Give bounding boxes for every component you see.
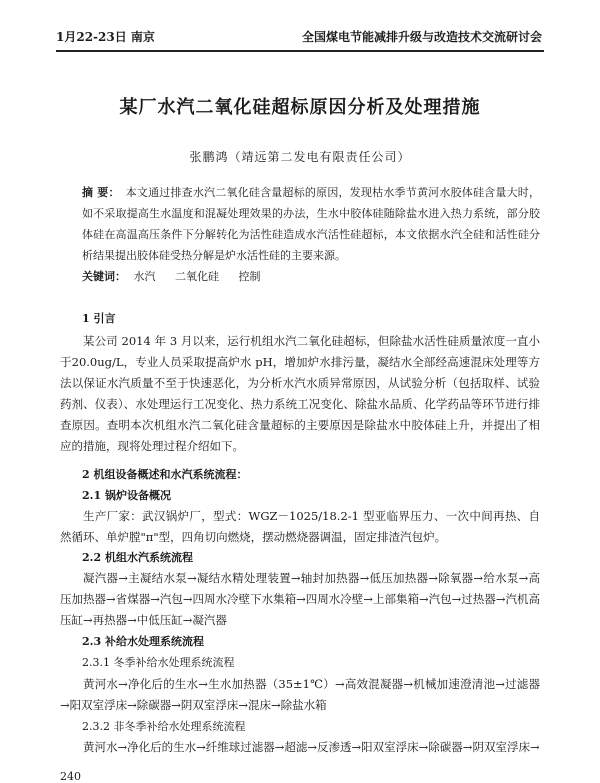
keyword: 二氧化硅 [175, 270, 219, 283]
paper-title: 某厂水汽二氧化硅超标原因分析及处理措施 [119, 97, 481, 118]
keywords-label: 关键词： [82, 270, 126, 283]
section-heading-1: 1 引言 [82, 312, 116, 325]
section-heading-2-3-1: 2.3.1 冬季补给水处理系统流程 [82, 656, 235, 669]
section-2-2-paragraph: 凝汽器→主凝结水泵→凝结水精处理装置→轴封加热器→低压加热器→除氧器→给水泵→高压加热器→省煤器→汽包→四周水冷壁下水集箱→四周水冷壁→上部集箱→汽包→过热器→汽机高压缸→再热器→中低压缸→凝汽器 [60, 571, 540, 627]
keywords [82, 268, 277, 284]
header-conference: 全国煤电节能减排升级与改造技术交流研讨会 [301, 30, 542, 44]
header-date-location: 1月22-23日 南京 [56, 30, 155, 44]
header-rule [56, 50, 544, 52]
paper-author: 张鹏鸿（靖远第二发电有限责任公司） [189, 150, 411, 164]
section-heading-2-3-2: 2.3.2 非冬季补给水处理系统流程 [82, 720, 246, 733]
abstract-label: 摘 要： [82, 186, 120, 199]
section-heading-2-2: 2.2 机组水汽系统流程 [82, 551, 193, 564]
keyword: 控制 [238, 270, 261, 283]
section-1-paragraph: 某公司 2014 年 3 月以来，运行机组水汽二氧化硅超标，但除盐水活性硅质量浓度一直小于20.0ug/L，专业人员采取提高炉水 pH，增加炉水排污量，凝结水全部经高速混床处理等方法以保证水汽质量不至于快速恶化，为分析水汽水质异常原因，从试验分析（包括取样、试验药剂、仪表）、水处理运行工况变化、热力系统工况变化、除盐水品质、化学药品等环节进行排查原因。查明本次机组水汽二氧化硅含量超标的主要原因是除盐水中胶体硅上升，并提出了相应的措施，现将处理过程介绍如下。 [60, 334, 540, 453]
page-number: 240 [60, 770, 81, 783]
abstract-text: 本文通过排查水汽二氧化硅含量超标的原因，发现枯水季节黄河水胶体硅含量大时，如不采取提高生水温度和混凝处理效果的办法，生水中胶体硅随除盐水进入热力系统，部分胶体硅在高温高压条件下分解转化为活性硅造成水汽活性硅超标，本文依据水汽全硅和活性硅分析结果提出胶体硅受热分解是炉水活性硅的主要来源。 [82, 186, 540, 262]
section-2-1-paragraph: 生产厂家：武汉锅炉厂，型式：WGZ－1025/18.2-1 型亚临界压力、一次中间再热、自然循环、单炉膛"π"型，四角切向燃烧，摆动燃烧器调温，固定排渣汽包炉。 [60, 509, 540, 544]
section-heading-2: 2 机组设备概述和水汽系统流程： [82, 468, 248, 481]
section-heading-2-3: 2.3 补给水处理系统流程 [82, 635, 204, 648]
keyword: 水汽 [133, 270, 156, 283]
section-2-3-2-paragraph: 黄河水→净化后的生水→纤维球过滤器→超滤→反渗透→阳双室浮床→除碳器→阴双室浮床→ [83, 740, 540, 754]
abstract [82, 182, 540, 266]
section-2-3-1-paragraph: 黄河水→净化后的生水→生水加热器（35±1℃）→高效混凝器→机械加速澄清池→过滤器→阳双室浮床→除碳器→阴双室浮床→混床→除盐水箱 [60, 677, 540, 712]
section-heading-2-1: 2.1 锅炉设备概况 [82, 489, 171, 502]
